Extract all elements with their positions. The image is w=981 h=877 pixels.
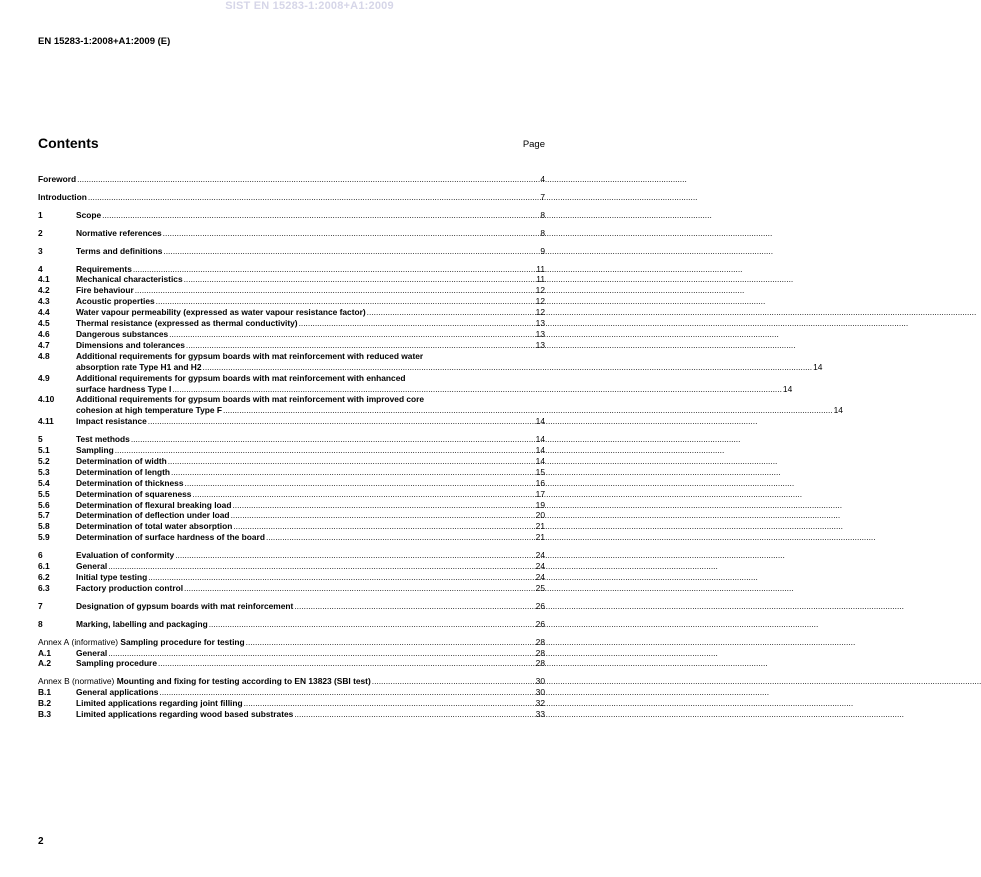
- annex-title: Mounting and fixing for testing according to EN 13823 (SBI test): [116, 676, 371, 687]
- toc-page: 16: [535, 477, 545, 488]
- toc-title-continued: surface hardness Type I: [76, 383, 172, 394]
- toc-number: 4.8: [38, 350, 50, 361]
- annex-kind: (normative): [72, 676, 115, 687]
- toc-entry-6-3[interactable]: [38, 583, 545, 594]
- toc-entry-5-9[interactable]: [38, 532, 545, 543]
- toc-title: Fire behaviour: [76, 285, 134, 296]
- toc-entry-4-11[interactable]: [38, 416, 545, 427]
- leader-dots: [163, 246, 539, 257]
- toc-page: 11: [536, 274, 545, 285]
- toc-title: Determination of flexural breaking load: [76, 499, 232, 510]
- toc-title: Terms and definitions: [76, 245, 163, 256]
- toc-title: Normative references: [76, 227, 162, 238]
- toc-page: 13: [535, 318, 545, 329]
- toc-entry-introduction[interactable]: [38, 192, 545, 203]
- toc-number: 6.1: [38, 561, 50, 572]
- toc-number: 5.2: [38, 455, 50, 466]
- toc-title: Evaluation of conformity: [76, 550, 175, 561]
- toc-page: 8: [540, 209, 545, 220]
- toc-number: 4.7: [38, 339, 50, 350]
- leader-dots: [232, 500, 534, 511]
- toc-number: 4.3: [38, 296, 50, 307]
- leader-dots: [158, 658, 535, 669]
- page-column-label: Page: [522, 139, 545, 150]
- footer-page-number: 2: [38, 836, 44, 847]
- toc-title: Determination of total water absorption: [76, 521, 233, 532]
- leader-dots: [244, 698, 535, 709]
- toc-number: 5.8: [38, 521, 50, 532]
- contents-title: Contents: [38, 135, 99, 151]
- toc-page: 24: [535, 572, 545, 582]
- toc-page: 7: [540, 191, 545, 202]
- toc-page: 21: [535, 521, 545, 532]
- leader-dots: [294, 709, 534, 720]
- leader-dots: [192, 489, 534, 500]
- toc-number: 5.3: [38, 466, 50, 477]
- toc-number: 5.5: [38, 488, 50, 499]
- leader-dots: [203, 362, 813, 373]
- toc-entry-2[interactable]: [38, 228, 545, 239]
- toc-entry-4-2[interactable]: [38, 285, 545, 296]
- leader-dots: [367, 307, 535, 318]
- toc-entry-5-8[interactable]: [38, 521, 545, 532]
- toc-title: Thermal resistance (expressed as thermal conductivity): [76, 318, 298, 329]
- toc-number: 5.4: [38, 477, 50, 488]
- toc-page: 26: [535, 600, 545, 611]
- leader-dots: [135, 285, 535, 296]
- leader-dots: [172, 384, 782, 395]
- toc-title: Determination of deflection under load: [76, 510, 230, 521]
- leader-dots: [131, 434, 535, 445]
- leader-dots: [148, 572, 534, 583]
- toc-title: Water vapour permeability (expressed as water vapour resistance factor): [76, 307, 366, 318]
- toc-entry-annex-b[interactable]: [38, 676, 545, 687]
- toc-entry-4-9[interactable]: [38, 372, 793, 395]
- toc-page: 13: [535, 328, 545, 339]
- toc-title: General: [76, 647, 108, 658]
- toc-page: 33: [535, 709, 545, 720]
- toc-title: General: [76, 561, 108, 572]
- toc-number: 5.7: [38, 510, 50, 521]
- toc-number: 1: [38, 209, 43, 220]
- leader-dots: [372, 676, 535, 687]
- toc-number: A.1: [38, 647, 52, 658]
- leader-dots: [184, 583, 535, 594]
- leader-dots: [148, 416, 535, 427]
- toc-title: Determination of thickness: [76, 477, 184, 488]
- toc-number: 4.9: [38, 372, 50, 383]
- toc-entry-5-4[interactable]: [38, 478, 545, 489]
- document-header: EN 15283-1:2008+A1:2009 (E): [38, 36, 171, 47]
- leader-dots: [185, 478, 535, 489]
- toc-page: 14: [782, 383, 793, 394]
- toc-entry-6[interactable]: [38, 550, 545, 561]
- toc-page: 25: [535, 582, 545, 593]
- leader-dots: [294, 601, 534, 612]
- toc-entry-5-5[interactable]: [38, 489, 545, 500]
- toc-number: 6.3: [38, 582, 50, 593]
- leader-dots: [133, 264, 535, 275]
- toc-title: Determination of length: [76, 466, 170, 477]
- toc-entry-b-1[interactable]: [38, 687, 545, 698]
- toc-number: 2: [38, 227, 43, 238]
- toc-entry-4-10[interactable]: [38, 394, 843, 416]
- toc-page: 15: [535, 466, 545, 477]
- toc-number: 5.1: [38, 445, 50, 456]
- toc-page: 20: [535, 510, 545, 521]
- toc-entry-4-3[interactable]: [38, 296, 545, 307]
- toc-entry-4-7[interactable]: [38, 340, 545, 351]
- toc-title: Acoustic properties: [76, 296, 155, 307]
- leader-dots: [102, 210, 539, 221]
- toc-number: 4.1: [38, 274, 50, 285]
- annex-label: Annex A: [38, 636, 70, 647]
- annex-kind: (informative): [71, 636, 119, 647]
- toc-page: 14: [535, 445, 545, 456]
- toc-title: Factory production control: [76, 582, 184, 593]
- toc-title: Designation of gypsum boards with mat reinforcement: [76, 600, 294, 611]
- toc-page: 24: [535, 561, 545, 572]
- toc-entry-6-2[interactable]: [38, 572, 545, 583]
- toc-number: B.2: [38, 698, 52, 709]
- toc-title: Foreword: [38, 174, 77, 184]
- toc-title: Sampling procedure: [76, 658, 157, 669]
- toc-number: A.2: [38, 658, 52, 669]
- toc-entry-8[interactable]: [38, 619, 545, 630]
- toc-title: Marking, labelling and packaging: [76, 618, 208, 629]
- toc-entry-5-3[interactable]: [38, 467, 545, 478]
- toc-entry-foreword[interactable]: [38, 174, 545, 185]
- toc-page: 14: [833, 405, 843, 416]
- toc-number: B.3: [38, 709, 52, 720]
- toc-page: 28: [535, 647, 545, 658]
- toc-title-continued: absorption rate Type H1 and H2: [76, 361, 202, 372]
- toc-number: 6: [38, 550, 43, 561]
- leader-dots: [233, 521, 534, 532]
- toc-page: 24: [535, 550, 545, 561]
- toc-page: 13: [535, 339, 545, 350]
- toc-page: 12: [535, 296, 545, 307]
- leader-dots: [88, 192, 539, 203]
- toc-title: Initial type testing: [76, 572, 148, 582]
- leader-dots: [168, 456, 535, 467]
- toc-number: 5.6: [38, 499, 50, 510]
- toc-page: 4: [540, 174, 545, 184]
- toc-entry-1[interactable]: [38, 210, 545, 221]
- toc-page: 9: [540, 245, 545, 256]
- toc-page: 14: [535, 455, 545, 466]
- toc-page: 32: [535, 698, 545, 709]
- table-of-contents: [38, 174, 843, 720]
- toc-entry-4-5[interactable]: [38, 318, 545, 329]
- toc-entry-6-1[interactable]: [38, 561, 545, 572]
- toc-entry-4-6[interactable]: [38, 329, 545, 340]
- toc-entry-b-2[interactable]: [38, 698, 545, 709]
- toc-entry-7[interactable]: [38, 601, 545, 612]
- toc-entry-5-2[interactable]: [38, 456, 545, 467]
- toc-title: Scope: [76, 209, 102, 220]
- toc-number: 4.5: [38, 318, 50, 329]
- leader-dots: [77, 174, 539, 185]
- toc-page: 19: [535, 499, 545, 510]
- toc-number: 4: [38, 263, 43, 274]
- toc-title: Dimensions and tolerances: [76, 339, 185, 350]
- toc-number: 6.2: [38, 572, 50, 582]
- toc-page: 14: [535, 416, 545, 427]
- toc-entry-4-4[interactable]: [38, 307, 545, 318]
- leader-dots: [299, 318, 535, 329]
- leader-dots: [156, 296, 535, 307]
- leader-dots: [175, 550, 534, 561]
- toc-page: 21: [535, 532, 545, 543]
- toc-number: 3: [38, 245, 43, 256]
- toc-title: Impact resistance: [76, 416, 147, 427]
- toc-title: Additional requirements for gypsum boards with mat reinforcement with enhanced: [76, 372, 406, 383]
- toc-title: Limited applications regarding wood based substrates: [76, 709, 294, 720]
- toc-number: B.1: [38, 687, 52, 698]
- toc-number: 7: [38, 600, 43, 611]
- toc-page: 28: [535, 658, 545, 669]
- toc-page: 26: [535, 618, 545, 629]
- toc-number: 5.9: [38, 532, 50, 543]
- toc-entry-4[interactable]: [38, 264, 545, 275]
- leader-dots: [159, 687, 534, 698]
- toc-entry-annex-a[interactable]: [38, 637, 545, 648]
- leader-dots: [209, 619, 535, 630]
- leader-dots: [115, 445, 535, 456]
- watermark: SIST EN 15283-1:2008+A1:2009: [225, 0, 394, 12]
- leader-dots: [108, 561, 534, 572]
- toc-entry-4-8[interactable]: [38, 350, 823, 373]
- toc-title: Limited applications regarding joint filling: [76, 698, 243, 709]
- toc-number: 4.11: [38, 416, 54, 427]
- toc-title: Dangerous substances: [76, 328, 169, 339]
- leader-dots: [163, 228, 540, 239]
- toc-page: 28: [535, 636, 545, 647]
- toc-title: Requirements: [76, 263, 132, 274]
- toc-entry-5-7[interactable]: [38, 510, 545, 521]
- leader-dots: [246, 637, 535, 648]
- leader-dots: [171, 467, 535, 478]
- toc-page: 12: [535, 307, 545, 318]
- toc-page: 30: [535, 687, 545, 698]
- leader-dots: [266, 532, 535, 543]
- toc-number: 4.10: [38, 394, 55, 405]
- toc-annex-title: [38, 637, 245, 648]
- leader-dots: [231, 510, 535, 521]
- toc-title: Additional requirements for gypsum boards with mat reinforcement with reduced water: [76, 350, 424, 361]
- leader-dots: [108, 648, 534, 659]
- toc-title: Determination of width: [76, 455, 167, 466]
- toc-title: Test methods: [76, 434, 130, 445]
- toc-page: 11: [536, 263, 545, 274]
- toc-title: Mechanical characteristics: [76, 274, 183, 285]
- toc-title: Determination of squareness: [76, 488, 192, 499]
- toc-number: 4.6: [38, 328, 50, 339]
- toc-page: 8: [540, 227, 545, 238]
- toc-number: 8: [38, 618, 43, 629]
- toc-entry-b-3[interactable]: [38, 709, 545, 720]
- toc-entry-4-1[interactable]: [38, 274, 545, 285]
- toc-page: 17: [535, 488, 545, 499]
- toc-page: 12: [535, 285, 545, 296]
- toc-title: General applications: [76, 687, 159, 698]
- toc-title: Additional requirements for gypsum boards with mat reinforcement with improved core: [76, 394, 425, 405]
- toc-entry-a-2[interactable]: [38, 658, 545, 669]
- toc-annex-title: [38, 676, 371, 687]
- toc-page: 14: [535, 434, 545, 445]
- toc-title: Introduction: [38, 191, 87, 202]
- toc-page: 30: [535, 676, 545, 687]
- leader-dots: [184, 274, 536, 285]
- toc-entry-5-6[interactable]: [38, 500, 545, 511]
- toc-entry-3[interactable]: [38, 246, 545, 257]
- leader-dots: [186, 340, 535, 351]
- toc-number: 4.2: [38, 285, 50, 296]
- toc-number: 4.4: [38, 307, 50, 318]
- toc-entry-a-1[interactable]: [38, 648, 545, 659]
- toc-number: 5: [38, 434, 43, 445]
- annex-title: Sampling procedure for testing: [120, 636, 245, 647]
- toc-title-continued: cohesion at high temperature Type F: [76, 405, 222, 416]
- toc-entry-5-1[interactable]: [38, 445, 545, 456]
- leader-dots: [223, 405, 833, 416]
- annex-label: Annex B: [38, 676, 70, 687]
- toc-title: Determination of surface hardness of the board: [76, 532, 265, 543]
- toc-title: Sampling: [76, 445, 114, 456]
- leader-dots: [169, 329, 535, 340]
- toc-entry-5[interactable]: [38, 434, 545, 445]
- toc-page: 14: [813, 361, 823, 372]
